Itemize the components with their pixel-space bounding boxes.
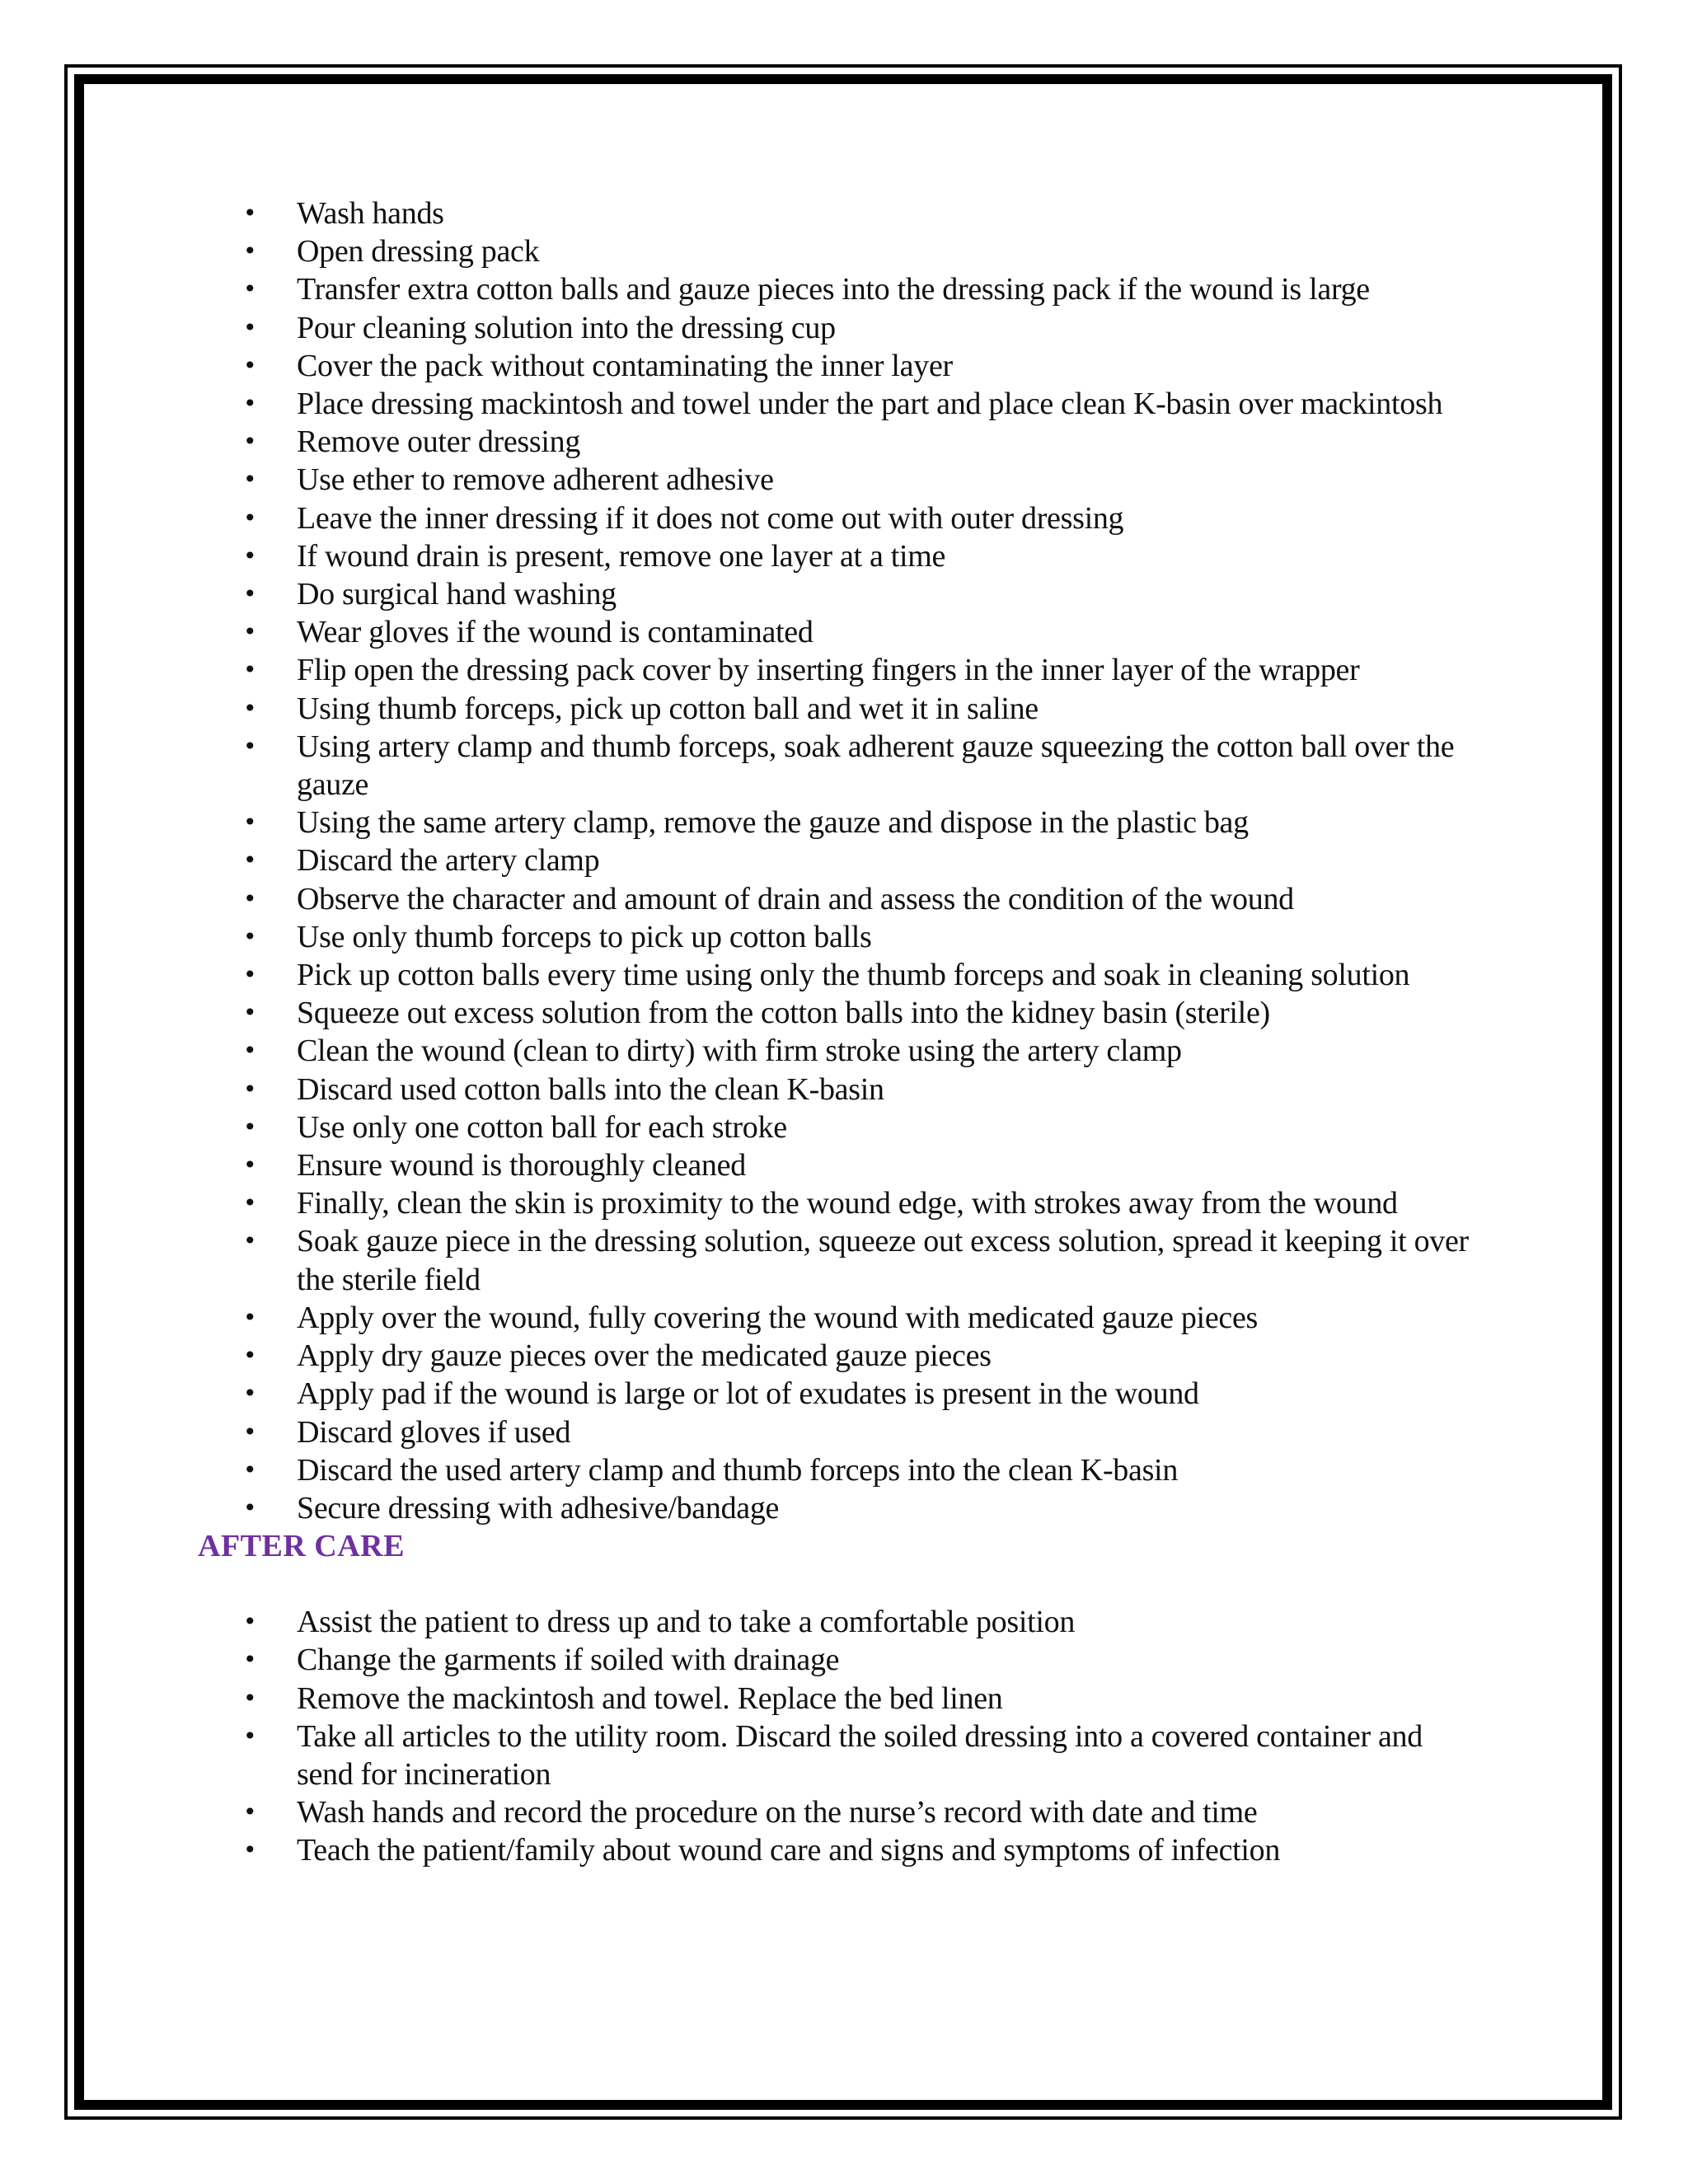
list-item: [198, 880, 1484, 918]
list-item: [198, 1375, 1484, 1413]
document-content: [198, 194, 1484, 1870]
list-item: [198, 728, 1484, 804]
bullet-icon: •: [243, 1608, 257, 1636]
bullet-icon: •: [243, 466, 257, 494]
bullet-icon: •: [243, 313, 257, 341]
bullet-icon: •: [243, 1798, 257, 1826]
bullet-icon: •: [243, 1493, 257, 1521]
list-item: [198, 232, 1484, 270]
list-item-text: Take all articles to the utility room. Discard the soiled dressing into a covered container and send for incineration: [297, 1718, 1423, 1792]
list-item: [198, 270, 1484, 308]
list-item: [198, 613, 1484, 651]
list-item: [198, 651, 1484, 689]
list-item: [198, 385, 1484, 423]
list-item: [198, 1146, 1484, 1184]
list-item-text: Using the same artery clamp, remove the gauze and dispose in the plastic bag: [297, 805, 1249, 841]
list-item-text: Using thumb forceps, pick up cotton ball and wet it in saline: [297, 691, 1039, 726]
list-item: [198, 347, 1484, 385]
list-item-text: Flip open the dressing pack cover by inserting fingers in the inner layer of the wrapper: [297, 653, 1360, 688]
bullet-icon: •: [243, 504, 257, 532]
list-item: [198, 1641, 1484, 1679]
bullet-icon: •: [243, 390, 257, 418]
list-item-text: Assist the patient to dress up and to take a comfortable position: [297, 1605, 1076, 1640]
bullet-icon: •: [243, 618, 257, 646]
list-item-text: Soak gauze piece in the dressing solution, squeeze out excess solution, spread it keeping it over the sterile field: [297, 1224, 1469, 1297]
bullet-icon: •: [243, 580, 257, 608]
bullet-icon: •: [243, 1455, 257, 1483]
list-item: [198, 575, 1484, 613]
list-item-text: Discard used cotton balls into the clean K-basin: [297, 1071, 884, 1107]
list-item-text: Wear gloves if the wound is contaminated: [297, 615, 814, 650]
list-item: [198, 804, 1484, 841]
bullet-icon: •: [243, 732, 257, 760]
list-item-text: Leave the inner dressing if it does not come out with outer dressing: [297, 500, 1124, 536]
bullet-icon: •: [243, 237, 257, 265]
list-item: [198, 537, 1484, 575]
list-item-text: Ensure wound is thoroughly cleaned: [297, 1148, 746, 1183]
list-item-text: Discard the artery clamp: [297, 843, 600, 879]
bullet-icon: •: [243, 428, 257, 456]
bullet-icon: •: [243, 922, 257, 950]
bullet-icon: •: [243, 351, 257, 379]
list-item: [198, 994, 1484, 1032]
list-item-text: Open dressing pack: [297, 234, 540, 269]
list-item-text: Discard gloves if used: [297, 1414, 571, 1450]
bullet-icon: •: [243, 1646, 257, 1674]
bullet-icon: •: [243, 199, 257, 227]
bullet-icon: •: [243, 808, 257, 837]
list-item: [198, 1184, 1484, 1222]
list-item-text: Teach the patient/family about wound care and signs and symptoms of infection: [297, 1833, 1281, 1868]
bullet-icon: •: [243, 1075, 257, 1103]
list-item-text: Cover the pack without contaminating the inner layer: [297, 348, 953, 383]
list-item-text: If wound drain is present, remove one layer at a time: [297, 538, 946, 574]
bullet-icon: •: [243, 1227, 257, 1255]
list-item: [198, 1337, 1484, 1375]
bullet-icon: •: [243, 1303, 257, 1331]
list-item: [198, 1680, 1484, 1718]
list-item-text: Use ether to remove adherent adhesive: [297, 462, 774, 498]
list-item: [198, 918, 1484, 956]
bullet-icon: •: [243, 1684, 257, 1712]
list-item-text: Remove outer dressing: [297, 424, 581, 460]
bullet-icon: •: [243, 846, 257, 874]
list-item-text: Wash hands: [297, 196, 444, 231]
list-item-text: Pick up cotton balls every time using only the thumb forceps and soak in cleaning solution: [297, 958, 1410, 993]
list-item: [198, 956, 1484, 994]
section-spacer: [198, 1565, 1484, 1603]
list-item: [198, 1299, 1484, 1337]
list-item-text: Use only one cotton ball for each stroke: [297, 1109, 787, 1145]
list-item: [198, 1718, 1484, 1793]
list-item-text: Remove the mackintosh and towel. Replace the bed linen: [297, 1680, 1003, 1716]
after-care-steps-list: [198, 1603, 1484, 1869]
list-item: [198, 1451, 1484, 1489]
list-item-text: Wash hands and record the procedure on the nurse’s record with date and time: [297, 1795, 1258, 1830]
list-item-text: Transfer extra cotton balls and gauze pieces into the dressing pack if the wound is large: [297, 272, 1370, 307]
bullet-icon: •: [243, 1037, 257, 1065]
bullet-icon: •: [243, 961, 257, 989]
list-item-text: Place dressing mackintosh and towel under the part and place clean K-basin over mackintosh: [297, 387, 1443, 422]
bullet-icon: •: [243, 1113, 257, 1141]
list-item: [198, 1071, 1484, 1108]
bullet-icon: •: [243, 656, 257, 684]
list-item: [198, 499, 1484, 537]
bullet-icon: •: [243, 1189, 257, 1217]
list-item: [198, 1032, 1484, 1070]
bullet-icon: •: [243, 1151, 257, 1179]
bullet-icon: •: [243, 999, 257, 1027]
list-item: [198, 309, 1484, 347]
list-item: [198, 1793, 1484, 1831]
list-item-text: Squeeze out excess solution from the cotton balls into the kidney basin (sterile): [297, 996, 1270, 1031]
list-item: [198, 1489, 1484, 1527]
list-item: [198, 690, 1484, 728]
bullet-icon: •: [243, 694, 257, 722]
list-item: [198, 423, 1484, 461]
list-item: [198, 841, 1484, 879]
list-item: [198, 1831, 1484, 1869]
list-item-text: Secure dressing with adhesive/bandage: [297, 1490, 780, 1526]
list-item: [198, 1108, 1484, 1146]
bullet-icon: •: [243, 1418, 257, 1446]
bullet-icon: •: [243, 1380, 257, 1408]
list-item-text: Apply over the wound, fully covering the wound with medicated gauze pieces: [297, 1300, 1259, 1335]
list-item-text: Pour cleaning solution into the dressing cup: [297, 310, 836, 345]
list-item-text: Clean the wound (clean to dirty) with firm stroke using the artery clamp: [297, 1033, 1182, 1069]
list-item-text: Use only thumb forceps to pick up cotton balls: [297, 919, 872, 954]
list-item: [198, 1222, 1484, 1298]
list-item-text: Using artery clamp and thumb forceps, soak adherent gauze squeezing the cotton ball over the gauze: [297, 729, 1455, 803]
list-item-text: Finally, clean the skin is proximity to the wound edge, with strokes away from the wound: [297, 1186, 1398, 1221]
bullet-icon: •: [243, 275, 257, 303]
list-item: [198, 194, 1484, 232]
bullet-icon: •: [243, 1342, 257, 1370]
bullet-icon: •: [243, 1722, 257, 1750]
list-item-text: Do surgical hand washing: [297, 577, 617, 612]
list-item-text: Observe the character and amount of drain and assess the condition of the wound: [297, 881, 1294, 916]
procedure-steps-list: [198, 194, 1484, 1527]
list-item-text: Apply dry gauze pieces over the medicated gauze pieces: [297, 1338, 992, 1374]
bullet-icon: •: [243, 1836, 257, 1864]
list-item: [198, 461, 1484, 499]
list-item: [198, 1603, 1484, 1641]
bullet-icon: •: [243, 541, 257, 569]
list-item: [198, 1413, 1484, 1451]
bullet-icon: •: [243, 884, 257, 912]
list-item-text: Apply pad if the wound is large or lot of exudates is present in the wound: [297, 1376, 1199, 1412]
after-care-heading: AFTER CARE: [198, 1529, 405, 1564]
list-item-text: Change the garments if soiled with drainage: [297, 1643, 840, 1678]
list-item-text: Discard the used artery clamp and thumb forceps into the clean K-basin: [297, 1452, 1179, 1488]
